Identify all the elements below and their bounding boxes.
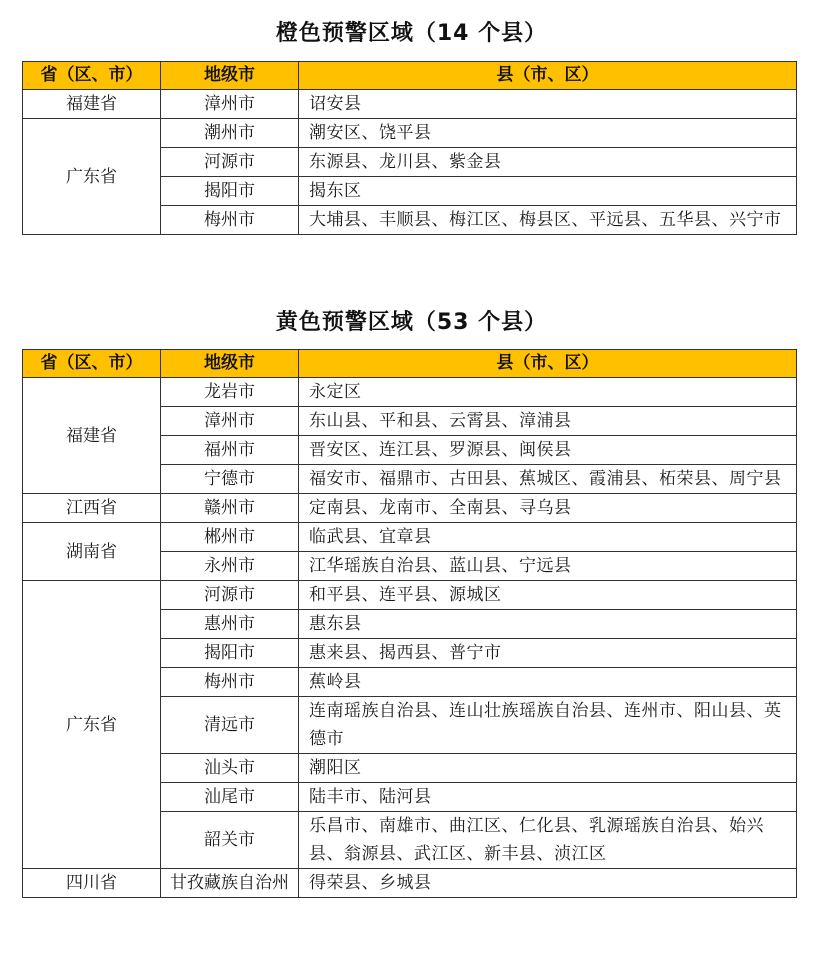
city-cell: 漳州市 (161, 407, 299, 436)
counties-cell: 潮阳区 (299, 754, 797, 783)
yellow-warning-table (22, 349, 797, 898)
city-cell: 梅州市 (161, 668, 299, 697)
city-cell: 龙岩市 (161, 378, 299, 407)
city-cell: 漳州市 (161, 90, 299, 119)
counties-cell: 诏安县 (299, 90, 797, 119)
city-cell: 宁德市 (161, 465, 299, 494)
province-cell: 湖南省 (23, 523, 161, 581)
table-row (23, 378, 797, 407)
counties-cell: 定南县、龙南市、全南县、寻乌县 (299, 494, 797, 523)
counties-cell: 陆丰市、陆河县 (299, 783, 797, 812)
province-cell: 福建省 (23, 90, 161, 119)
city-cell: 韶关市 (161, 812, 299, 869)
header-counties: 县（市、区） (299, 350, 797, 378)
province-cell: 江西省 (23, 494, 161, 523)
counties-cell: 临武县、宜章县 (299, 523, 797, 552)
city-cell: 揭阳市 (161, 639, 299, 668)
counties-cell: 惠东县 (299, 610, 797, 639)
table-row (23, 90, 797, 119)
counties-cell: 和平县、连平县、源城区 (299, 581, 797, 610)
city-cell: 河源市 (161, 581, 299, 610)
counties-cell: 大埔县、丰顺县、梅江区、梅县区、平远县、五华县、兴宁市 (299, 206, 797, 235)
city-cell: 潮州市 (161, 119, 299, 148)
city-cell: 河源市 (161, 148, 299, 177)
counties-cell: 乐昌市、南雄市、曲江区、仁化县、乳源瑶族自治县、始兴县、翁源县、武江区、新丰县、浈江区 (299, 812, 797, 869)
counties-cell: 连南瑶族自治县、连山壮族瑶族自治县、连州市、阳山县、英德市 (299, 697, 797, 754)
city-cell: 汕尾市 (161, 783, 299, 812)
province-cell: 广东省 (23, 581, 161, 869)
counties-cell: 揭东区 (299, 177, 797, 206)
city-cell: 郴州市 (161, 523, 299, 552)
counties-cell: 晋安区、连江县、罗源县、闽侯县 (299, 436, 797, 465)
city-cell: 福州市 (161, 436, 299, 465)
counties-cell: 永定区 (299, 378, 797, 407)
table-header-row (23, 350, 797, 378)
counties-cell: 东山县、平和县、云霄县、漳浦县 (299, 407, 797, 436)
counties-cell: 江华瑶族自治县、蓝山县、宁远县 (299, 552, 797, 581)
counties-cell: 东源县、龙川县、紫金县 (299, 148, 797, 177)
orange-warning-table (22, 61, 797, 235)
counties-cell: 潮安区、饶平县 (299, 119, 797, 148)
province-cell: 四川省 (23, 869, 161, 898)
city-cell: 甘孜藏族自治州 (161, 869, 299, 898)
province-cell: 福建省 (23, 378, 161, 494)
yellow-warning-title: 黄色预警区域（53 个县） (275, 310, 548, 335)
counties-cell: 福安市、福鼎市、古田县、蕉城区、霞浦县、柘荣县、周宁县 (299, 465, 797, 494)
header-city: 地级市 (161, 350, 299, 378)
city-cell: 赣州市 (161, 494, 299, 523)
orange-warning-title: 橙色预警区域（14 个县） (275, 21, 548, 46)
city-cell: 揭阳市 (161, 177, 299, 206)
province-cell: 广东省 (23, 119, 161, 235)
table-row (23, 581, 797, 610)
table-row (23, 494, 797, 523)
header-province: 省（区、市） (23, 350, 161, 378)
counties-cell: 得荣县、乡城县 (299, 869, 797, 898)
table-row (23, 869, 797, 898)
table-row (23, 523, 797, 552)
city-cell: 清远市 (161, 697, 299, 754)
city-cell: 惠州市 (161, 610, 299, 639)
city-cell: 汕头市 (161, 754, 299, 783)
table-header-row (23, 62, 797, 90)
header-city: 地级市 (161, 62, 299, 90)
header-province: 省（区、市） (23, 62, 161, 90)
counties-cell: 惠来县、揭西县、普宁市 (299, 639, 797, 668)
city-cell: 梅州市 (161, 206, 299, 235)
header-counties: 县（市、区） (299, 62, 797, 90)
counties-cell: 蕉岭县 (299, 668, 797, 697)
city-cell: 永州市 (161, 552, 299, 581)
table-row (23, 119, 797, 148)
